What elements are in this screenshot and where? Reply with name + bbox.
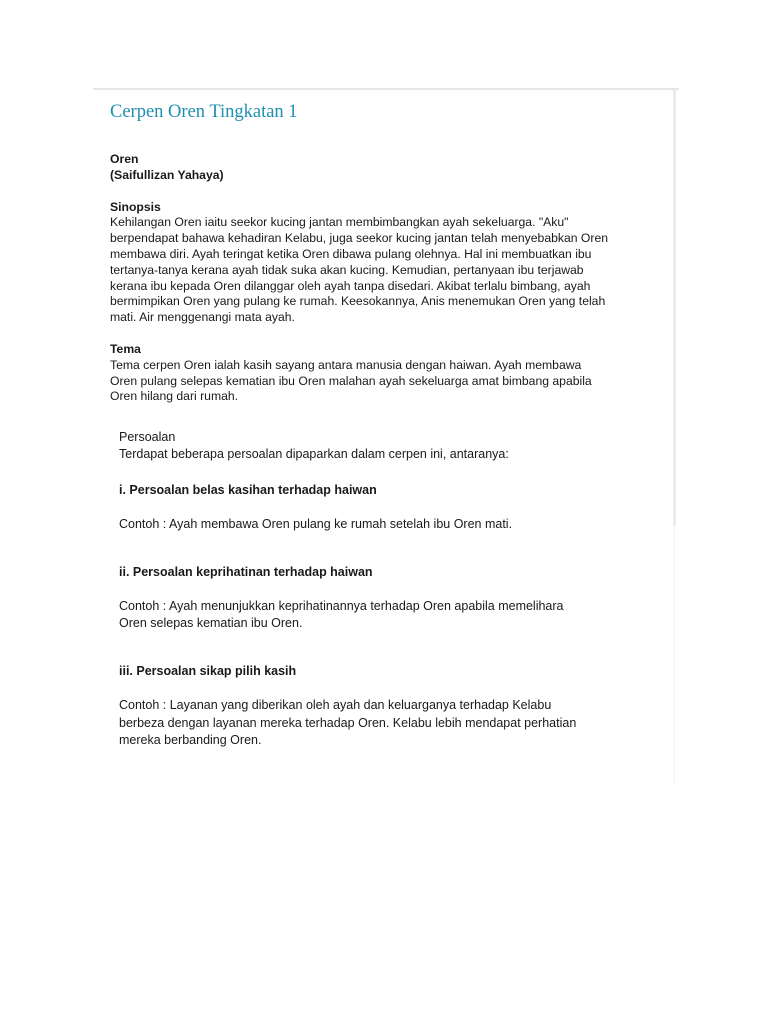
sinopsis-line: mati. Air menggenangi mata ayah. (110, 310, 295, 325)
persoalan-item-line: Oren selepas kematian ibu Oren. (119, 616, 303, 631)
persoalan-item-line: berbeza dengan layanan mereka terhadap Oren. Kelabu lebih mendapat perhatian (119, 715, 577, 730)
persoalan-item-title: iii. Persoalan sikap pilih kasih (119, 663, 297, 678)
tema-section (110, 342, 650, 405)
sinopsis-line: kerana ibu kepada Oren dilanggar oleh ayah tanpa disedari. Akibat terlalu bimbang, ayah (110, 278, 591, 293)
persoalan-heading: Persoalan (119, 430, 176, 444)
tema-line: Oren pulang selepas kematian ibu Oren malahan ayah sekeluarga amat bimbang apabila (110, 373, 592, 388)
persoalan-item-title: ii. Persoalan keprihatinan terhadap haiwan (119, 564, 373, 579)
tema-heading: Tema (110, 341, 141, 356)
sinopsis-section (110, 200, 650, 326)
sinopsis-line: berpendapat bahawa kehadiran Kelabu, juga seekor kucing jantan telah menyebabkan Oren (110, 231, 609, 246)
article-lower (119, 429, 639, 749)
page-title: Cerpen Oren Tingkatan 1 (110, 102, 298, 122)
story-info (110, 152, 650, 184)
persoalan-intro: Terdapat beberapa persoalan dipaparkan dalam cerpen ini, antaranya: (119, 447, 509, 462)
sinopsis-heading: Sinopsis (110, 199, 161, 214)
sinopsis-line: Kehilangan Oren iaitu seekor kucing jantan membimbangkan ayah sekeluarga. "Aku" (110, 215, 569, 230)
sinopsis-line: bermimpikan Oren yang pulang ke rumah. Keesokannya, Anis menemukan Oren yang telah (110, 294, 606, 309)
persoalan-item-title: i. Persoalan belas kasihan terhadap haiwan (119, 482, 377, 497)
sinopsis-line: membawa diri. Ayah teringat ketika Oren dibawa pulang olehnya. Hal ini membuatkan ibu (110, 246, 592, 261)
persoalan-item-line: Contoh : Ayah membawa Oren pulang ke rumah setelah ibu Oren mati. (119, 517, 513, 532)
persoalan-item-line: mereka berbanding Oren. (119, 733, 262, 748)
tema-line: Oren hilang dari rumah. (110, 389, 239, 404)
story-author: (Saifullizan Yahaya) (110, 167, 224, 182)
article-upper (110, 100, 650, 405)
persoalan-item-line: Contoh : Ayah menunjukkan keprihatinannya terhadap Oren apabila memelihara (119, 599, 564, 614)
story-name: Oren (110, 152, 139, 166)
top-divider (93, 88, 679, 90)
persoalan-item-line: Contoh : Layanan yang diberikan oleh ayah dan keluarganya terhadap Kelabu (119, 698, 552, 713)
right-border (673, 90, 676, 526)
sinopsis-line: tertanya-tanya kerana ayah tidak suka akan kucing. Kemudian, pertanyaan ibu terjawab (110, 262, 584, 277)
right-border-lower (674, 526, 675, 786)
tema-line: Tema cerpen Oren ialah kasih sayang antara manusia dengan haiwan. Ayah membawa (110, 357, 582, 372)
